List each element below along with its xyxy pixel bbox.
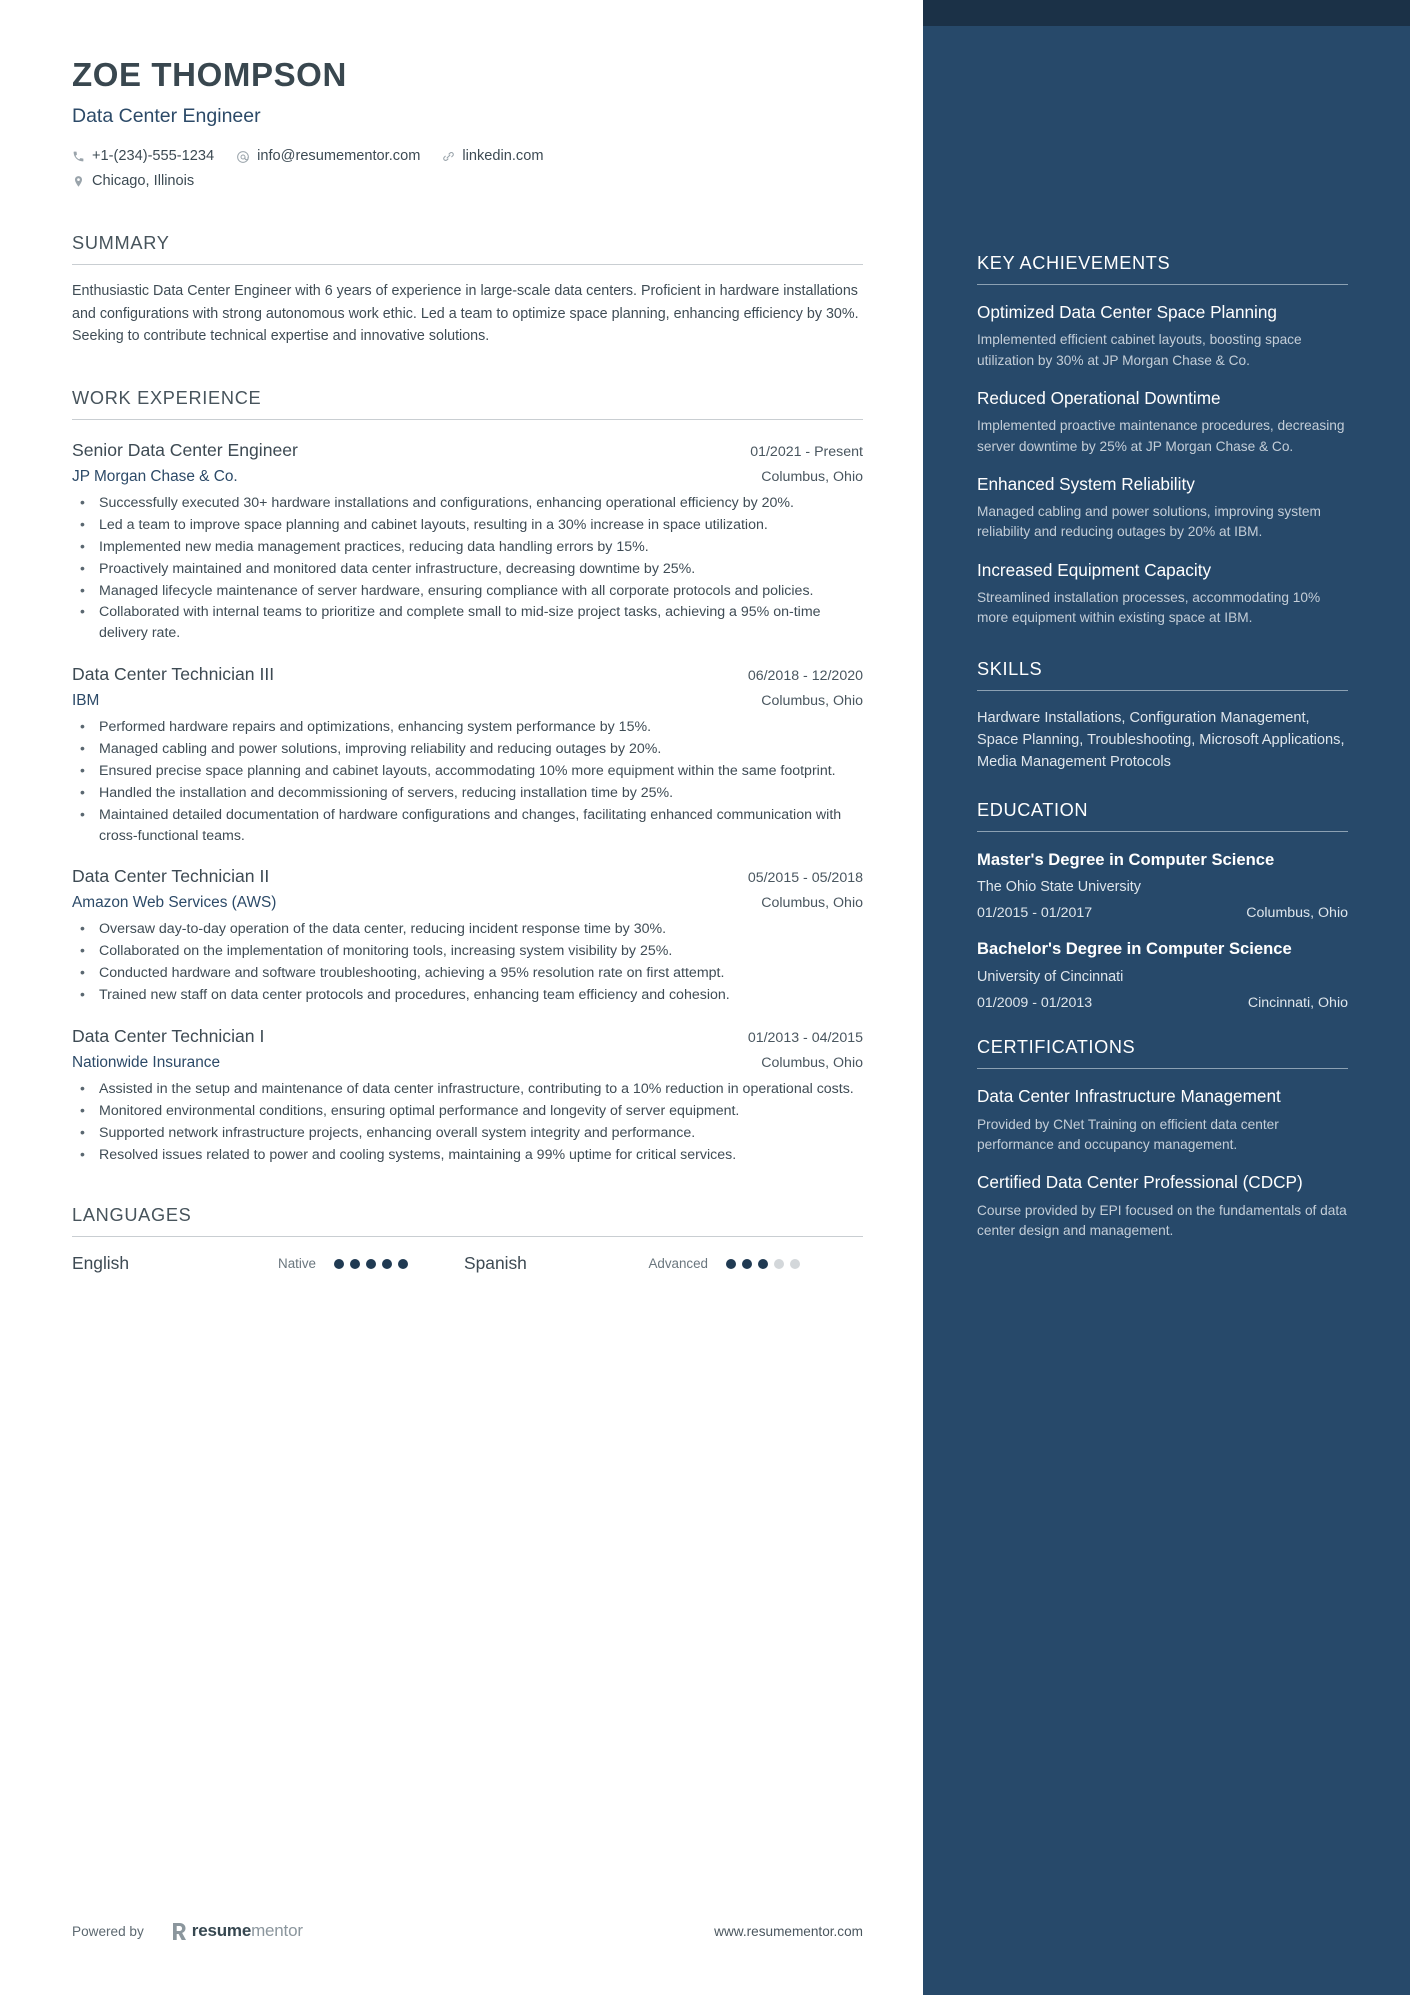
job-bullet: • Collaborated with internal teams to prioritize and complete small to mid-size project tasks, achieving a 95% on-time delivery rate. — [72, 602, 863, 644]
job-bullet: • Led a team to improve space planning and cabinet layouts, resulting in a 30% increase in space utilization. — [72, 515, 863, 536]
sidebar — [923, 0, 1410, 1995]
education-item — [977, 849, 1348, 922]
job-dates: 06/2018 - 12/2020 — [747, 668, 863, 685]
summary-heading: SUMMARY — [72, 233, 170, 254]
key-achievements-section — [977, 253, 1348, 629]
achievement-item — [977, 473, 1348, 543]
logo-light-text: mentor — [251, 1921, 303, 1940]
education-heading: EDUCATION — [977, 799, 1089, 820]
job-header-row — [72, 440, 863, 461]
rating-dot — [790, 1259, 800, 1269]
spacer — [977, 1011, 1348, 1037]
achievement-item — [977, 301, 1348, 371]
languages-heading: LANGUAGES — [72, 1205, 192, 1226]
rating-dot — [382, 1259, 392, 1269]
contact-phone[interactable] — [72, 145, 214, 169]
job-subheader-row — [72, 894, 863, 912]
achievement-item — [977, 387, 1348, 457]
job-subheader-row — [72, 1054, 863, 1072]
job-entry — [72, 1026, 863, 1166]
languages-section — [72, 1205, 863, 1274]
job-bullet: • Collaborated on the implementation of monitoring tools, increasing system visibility by 25%. — [72, 941, 863, 962]
job-subheader-row — [72, 692, 863, 710]
job-dates: 01/2021 - Present — [750, 444, 863, 461]
job-entry — [72, 440, 863, 644]
job-entry — [72, 866, 863, 1006]
achievement-title: Enhanced System Reliability — [977, 473, 1195, 494]
job-bullets — [72, 919, 863, 1006]
job-bullet: • Proactively maintained and monitored data center infrastructure, decreasing downtime by 25%. — [72, 559, 863, 580]
job-bullet: • Trained new staff on data center protocols and procedures, enhancing team efficiency and cohesion. — [72, 985, 863, 1006]
contact-linkedin[interactable] — [442, 145, 543, 169]
job-company: IBM — [72, 692, 100, 710]
certifications-heading: CERTIFICATIONS — [977, 1037, 1136, 1058]
rating-dot — [366, 1259, 376, 1269]
contact-email-text: info@resumementor.com — [257, 148, 421, 164]
job-bullets — [72, 1079, 863, 1166]
language-level: Advanced — [648, 1256, 708, 1272]
education-meta — [977, 905, 1348, 921]
achievement-title: Reduced Operational Downtime — [977, 387, 1221, 408]
certification-title: Data Center Infrastructure Management — [977, 1086, 1281, 1107]
job-bullet: • Successfully executed 30+ hardware installations and configurations, enhancing operational efficiency by 20%. — [72, 493, 863, 514]
footer — [72, 1921, 863, 1941]
job-title: Data Center Technician I — [72, 1025, 265, 1046]
job-header-row — [72, 866, 863, 887]
summary-divider — [72, 264, 863, 265]
language-name: Spanish — [464, 1253, 527, 1274]
rating-dot — [398, 1259, 408, 1269]
contact-location — [72, 170, 841, 194]
achievement-item — [977, 559, 1348, 629]
job-company: JP Morgan Chase & Co. — [72, 468, 238, 486]
job-bullet: • Maintained detailed documentation of hardware configurations and changes, facilitating enhanced communication with cross-functional teams. — [72, 805, 863, 847]
achievement-description: Implemented efficient cabinet layouts, boosting space utilization by 30% at JP Morgan Chase & Co. — [977, 332, 1302, 368]
job-bullet: • Managed cabling and power solutions, improving reliability and reducing outages by 20%. — [72, 739, 863, 760]
logo-bold-text: resume — [191, 1921, 252, 1940]
summary-section — [72, 233, 863, 348]
certification-item — [977, 1171, 1348, 1241]
job-company: Nationwide Insurance — [72, 1053, 221, 1071]
job-location: Columbus, Ohio — [761, 895, 863, 912]
rating-dot — [758, 1259, 768, 1269]
job-bullet: • Resolved issues related to power and cooling systems, maintaining a 99% uptime for critical services. — [72, 1145, 863, 1166]
contact-location-text: Chicago, Illinois — [92, 172, 195, 189]
job-bullet: • Implemented new media management practices, reducing data handling errors by 15%. — [72, 537, 863, 558]
key-achievements-heading: KEY ACHIEVEMENTS — [977, 253, 1171, 273]
job-header-row — [72, 1026, 863, 1047]
resumementor-logo — [172, 1921, 303, 1941]
job-bullets — [72, 493, 863, 644]
language-item — [72, 1253, 408, 1274]
rating-dot — [774, 1259, 784, 1269]
education-meta — [977, 995, 1348, 1011]
job-title: Senior Data Center Engineer — [72, 440, 298, 461]
professional-title: Data Center Engineer — [72, 105, 261, 127]
job-bullet: • Handled the installation and decommissioning of servers, reducing installation time by 25%. — [72, 783, 863, 804]
rating-dot — [334, 1259, 344, 1269]
job-entry — [72, 664, 863, 846]
language-rating-dots — [726, 1259, 800, 1269]
education-location: Columbus, Ohio — [1246, 905, 1348, 922]
job-bullet: • Supported network infrastructure projects, enhancing overall system integrity and performance. — [72, 1123, 863, 1144]
language-level: Native — [278, 1256, 316, 1272]
work-experience-section — [72, 388, 863, 1165]
work-divider — [72, 419, 863, 420]
languages-row — [72, 1253, 863, 1274]
certification-item — [977, 1085, 1348, 1155]
contact-info — [72, 145, 863, 193]
rating-dot — [742, 1259, 752, 1269]
certification-description: Course provided by EPI focused on the fundamentals of data center design and management. — [977, 1202, 1347, 1238]
education-dates: 01/2009 - 01/2013 — [977, 995, 1093, 1012]
achievement-description: Streamlined installation processes, accommodating 10% more equipment within existing space at IBM. — [977, 590, 1321, 626]
education-degree: Master's Degree in Computer Science — [977, 849, 1275, 869]
skills-divider — [977, 690, 1348, 691]
job-bullet: • Managed lifecycle maintenance of server hardware, ensuring compliance with all corporate protocols and policies. — [72, 581, 863, 602]
education-item — [977, 938, 1348, 1011]
skills-heading: SKILLS — [977, 658, 1043, 679]
language-rating-dots — [334, 1259, 408, 1269]
certifications-section — [977, 1037, 1348, 1241]
job-header-row — [72, 664, 863, 685]
resumementor-wordmark — [192, 1921, 303, 1941]
work-heading: WORK EXPERIENCE — [72, 388, 262, 409]
resumementor-mark-icon — [172, 1922, 189, 1941]
page-title: ZOE THOMPSON — [72, 56, 347, 93]
language-item — [464, 1253, 800, 1274]
job-bullets — [72, 717, 863, 846]
powered-by-label: Powered by — [72, 1923, 144, 1939]
job-location: Columbus, Ohio — [761, 693, 863, 710]
contact-email[interactable] — [236, 145, 420, 169]
certification-title: Certified Data Center Professional (CDCP) — [977, 1172, 1303, 1193]
education-location: Cincinnati, Ohio — [1247, 995, 1348, 1012]
job-title: Data Center Technician II — [72, 866, 270, 887]
achievement-description: Implemented proactive maintenance procedures, decreasing server downtime by 25% at JP Morgan Chase & Co. — [977, 418, 1345, 454]
achievement-title: Increased Equipment Capacity — [977, 559, 1212, 580]
job-bullet: • Performed hardware repairs and optimizations, enhancing system performance by 15%. — [72, 717, 863, 738]
job-subheader-row — [72, 468, 863, 486]
job-bullet: • Oversaw day-to-day operation of the data center, reducing incident response time by 30%. — [72, 919, 863, 940]
skills-section — [977, 659, 1348, 774]
skills-list: Hardware Installations, Configuration Management, Space Planning, Troubleshooting, Microsoft Applications, Media Management Protocols — [977, 709, 1345, 771]
education-school: University of Cincinnati — [977, 969, 1124, 986]
spacer — [977, 774, 1348, 800]
job-bullet: • Ensured precise space planning and cabinet layouts, accommodating 10% more equipment within the same footprint. — [72, 761, 863, 782]
rating-dot — [350, 1259, 360, 1269]
job-title: Data Center Technician III — [72, 664, 275, 685]
sidebar-content — [977, 0, 1348, 1241]
education-school: The Ohio State University — [977, 879, 1141, 896]
summary-text: Enthusiastic Data Center Engineer with 6 years of experience in large-scale data centers. Proficient in hardware installations and configurations with strong autonomous work ethic. Led a team to optimize space planning, enhancing efficiency by 30%. Seeking to contribute technical expertise and innovative solutions. — [72, 283, 859, 345]
location-icon — [72, 175, 85, 188]
job-location: Columbus, Ohio — [761, 469, 863, 486]
job-company: Amazon Web Services (AWS) — [72, 894, 277, 912]
language-name: English — [72, 1253, 130, 1274]
achievement-description: Managed cabling and power solutions, improving system reliability and reducing outages by 20% at IBM. — [977, 504, 1321, 540]
job-dates: 01/2013 - 04/2015 — [747, 1029, 863, 1046]
education-section — [977, 800, 1348, 1012]
email-icon — [236, 150, 250, 164]
education-degree: Bachelor's Degree in Computer Science — [977, 939, 1292, 959]
job-location: Columbus, Ohio — [761, 1054, 863, 1071]
certifications-divider — [977, 1068, 1348, 1069]
job-bullet: • Conducted hardware and software troubleshooting, achieving a 95% resolution rate on first attempt. — [72, 963, 863, 984]
job-dates: 05/2015 - 05/2018 — [747, 870, 863, 887]
education-dates: 01/2015 - 01/2017 — [977, 905, 1093, 922]
rating-dot — [726, 1259, 736, 1269]
sidebar-top-accent-bar — [923, 0, 1410, 26]
job-bullet: • Monitored environmental conditions, ensuring optimal performance and longevity of server equipment. — [72, 1101, 863, 1122]
key-achievements-divider — [977, 284, 1348, 285]
education-divider — [977, 831, 1348, 832]
footer-url[interactable]: www.resumementor.com — [714, 1923, 863, 1939]
contact-linkedin-text: linkedin.com — [462, 148, 544, 164]
link-icon — [442, 150, 455, 163]
certification-description: Provided by CNet Training on efficient data center performance and occupancy management. — [977, 1116, 1279, 1152]
spacer — [977, 629, 1348, 659]
achievement-title: Optimized Data Center Space Planning — [977, 302, 1277, 322]
languages-divider — [72, 1236, 863, 1237]
contact-phone-text: +1-(234)-555-1234 — [92, 148, 215, 164]
job-bullet: • Assisted in the setup and maintenance of data center infrastructure, contributing to a 10% reduction in operational costs. — [72, 1079, 863, 1100]
phone-icon — [72, 150, 85, 163]
